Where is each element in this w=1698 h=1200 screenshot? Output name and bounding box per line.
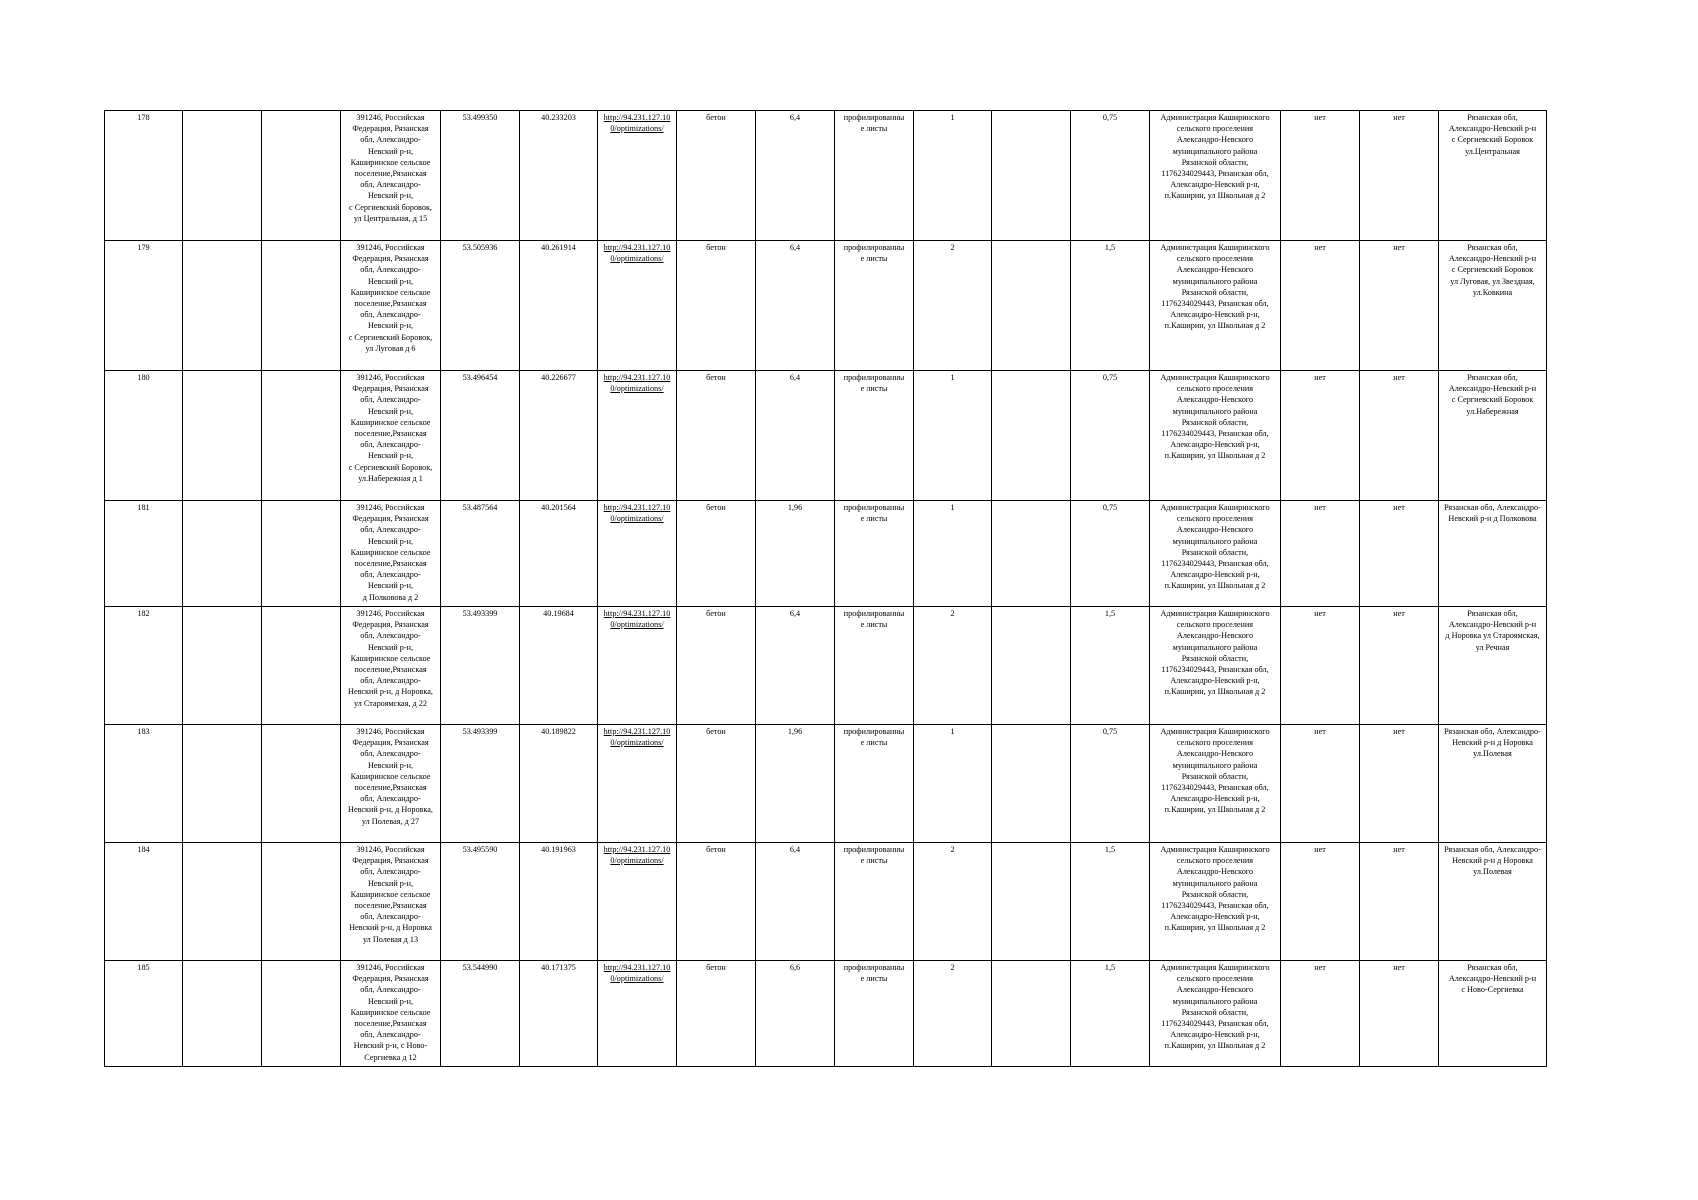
cover-cell: бетон — [677, 607, 756, 725]
container-count-cell: 1 — [914, 725, 992, 843]
fence-cell: профилированны е листы — [835, 501, 914, 607]
table-row — [105, 371, 1547, 501]
row-number-cell: 184 — [105, 843, 183, 961]
separate-collection-cell-2: нет — [1360, 501, 1439, 607]
longitude-cell: 40.189822 — [520, 725, 598, 843]
url-cell — [598, 607, 677, 725]
area-cell: 1,96 — [756, 501, 835, 607]
map-link[interactable]: http://94.231.127.10 0/optimizations/ — [603, 373, 671, 394]
separate-collection-cell: нет — [1281, 241, 1360, 371]
separate-collection-cell: нет — [1281, 501, 1360, 607]
waste-sources-cell: Рязанская обл, Александро-Невский р-н с Ново-Сергиевка — [1439, 961, 1547, 1067]
url-cell — [598, 371, 677, 501]
fence-cell: профилированны е листы — [835, 241, 914, 371]
empty-cell — [992, 843, 1071, 961]
url-cell — [598, 961, 677, 1067]
latitude-cell: 53.496454 — [441, 371, 520, 501]
cover-cell: бетон — [677, 725, 756, 843]
separate-collection-cell-2: нет — [1360, 241, 1439, 371]
cover-cell: бетон — [677, 371, 756, 501]
owner-cell: Администрация Каширинского сельского проселения Александро-Невского муниципального района Рязанской области, 1176234029443, Рязанская обл, Александро-Невский р-н, п.Каширин, ул Школьная д 2 — [1150, 961, 1281, 1067]
container-count-cell: 1 — [914, 501, 992, 607]
cover-cell: бетон — [677, 961, 756, 1067]
map-link[interactable]: http://94.231.127.10 0/optimizations/ — [603, 113, 671, 134]
address-cell: 391246, Российская Федерация, Рязанская обл, Александро- Невский р-н, Каширинское сельское поселение,Рязанская обл, Александро- Невский р-н, с Сергиевский боровок, ул Центральная, д 15 — [341, 111, 441, 241]
table-row — [105, 241, 1547, 371]
separate-collection-cell-2: нет — [1360, 111, 1439, 241]
separate-collection-cell: нет — [1281, 843, 1360, 961]
cover-cell: бетон — [677, 111, 756, 241]
volume-cell: 1,5 — [1071, 607, 1150, 725]
url-cell — [598, 241, 677, 371]
owner-cell: Администрация Каширинского сельского проселения Александро-Невского муниципального района Рязанской области, 1176234029443, Рязанская обл, Александро-Невский р-н, п.Каширин, ул Школьная д 2 — [1150, 843, 1281, 961]
container-count-cell: 2 — [914, 241, 992, 371]
separate-collection-cell: нет — [1281, 725, 1360, 843]
map-link[interactable]: http://94.231.127.10 0/optimizations/ — [603, 727, 671, 748]
table-row — [105, 607, 1547, 725]
table-row — [105, 725, 1547, 843]
owner-cell: Администрация Каширинского сельского проселения Александро-Невского муниципального района Рязанской области, 1176234029443, Рязанская обл, Александро-Невский р-н, п.Каширин, ул Школьная д 2 — [1150, 501, 1281, 607]
row-number-cell: 181 — [105, 501, 183, 607]
empty-cell — [992, 725, 1071, 843]
owner-cell: Администрация Каширинского сельского проселения Александро-Невского муниципального района Рязанской области, 1176234029443, Рязанская обл, Александро-Невский р-н, п.Каширин, ул Школьная д 2 — [1150, 371, 1281, 501]
separate-collection-cell: нет — [1281, 961, 1360, 1067]
map-link[interactable]: http://94.231.127.10 0/optimizations/ — [603, 609, 671, 630]
longitude-cell: 40.171375 — [520, 961, 598, 1067]
empty-cell — [183, 843, 262, 961]
owner-cell: Администрация Каширинского сельского проселения Александро-Невского муниципального района Рязанской области, 1176234029443, Рязанская обл, Александро-Невский р-н, п.Каширин, ул Школьная д 2 — [1150, 725, 1281, 843]
empty-cell — [992, 607, 1071, 725]
row-number-cell: 178 — [105, 111, 183, 241]
empty-cell — [183, 607, 262, 725]
table-row — [105, 843, 1547, 961]
address-cell: 391246, Российская Федерация, Рязанская обл, Александро- Невский р-н, Каширинское сельское поселение,Рязанская обл, Александро- Невский р-н, с Сергиевский Боровок, ул.Набережная д 1 — [341, 371, 441, 501]
longitude-cell: 40.261914 — [520, 241, 598, 371]
address-cell: 391246, Российская Федерация, Рязанская обл, Александро- Невский р-н, Каширинское сельское поселение,Рязанская обл, Александро- Невский р-н, д Норовка, ул Староямская, д 22 — [341, 607, 441, 725]
empty-cell — [262, 725, 341, 843]
fence-cell: профилированны е листы — [835, 961, 914, 1067]
map-link[interactable]: http://94.231.127.10 0/optimizations/ — [603, 963, 671, 984]
map-link[interactable]: http://94.231.127.10 0/optimizations/ — [603, 503, 671, 524]
container-count-cell: 1 — [914, 371, 992, 501]
row-number-cell: 182 — [105, 607, 183, 725]
table-row — [105, 111, 1547, 241]
volume-cell: 0,75 — [1071, 501, 1150, 607]
longitude-cell: 40.19684 — [520, 607, 598, 725]
empty-cell — [183, 961, 262, 1067]
address-cell: 391246, Российская Федерация, Рязанская обл, Александро- Невский р-н, Каширинское сельское поселение,Рязанская обл, Александро- Невский р-н, д Полковова д 2 — [341, 501, 441, 607]
cover-cell: бетон — [677, 501, 756, 607]
url-cell — [598, 843, 677, 961]
table-row — [105, 961, 1547, 1067]
row-number-cell: 180 — [105, 371, 183, 501]
volume-cell: 1,5 — [1071, 241, 1150, 371]
empty-cell — [183, 111, 262, 241]
empty-cell — [183, 371, 262, 501]
volume-cell: 0,75 — [1071, 725, 1150, 843]
waste-sources-cell: Рязанская обл, Александро- Невский р-н д Норовка ул.Полевая — [1439, 843, 1547, 961]
longitude-cell: 40.191963 — [520, 843, 598, 961]
cover-cell: бетон — [677, 843, 756, 961]
fence-cell: профилированны е листы — [835, 607, 914, 725]
longitude-cell: 40.233203 — [520, 111, 598, 241]
volume-cell: 1,5 — [1071, 843, 1150, 961]
registry-table — [104, 110, 1547, 1067]
empty-cell — [262, 843, 341, 961]
volume-cell: 0,75 — [1071, 371, 1150, 501]
separate-collection-cell-2: нет — [1360, 725, 1439, 843]
empty-cell — [992, 111, 1071, 241]
fence-cell: профилированны е листы — [835, 843, 914, 961]
latitude-cell: 53.493399 — [441, 725, 520, 843]
cover-cell: бетон — [677, 241, 756, 371]
latitude-cell: 53.505936 — [441, 241, 520, 371]
empty-cell — [183, 241, 262, 371]
row-number-cell: 185 — [105, 961, 183, 1067]
waste-sources-cell: Рязанская обл, Александро-Невский р-н с Сергиевский Боровок ул.Набережная — [1439, 371, 1547, 501]
area-cell: 6,4 — [756, 371, 835, 501]
area-cell: 6,6 — [756, 961, 835, 1067]
table-row — [105, 501, 1547, 607]
separate-collection-cell-2: нет — [1360, 607, 1439, 725]
empty-cell — [262, 501, 341, 607]
waste-sources-cell: Рязанская обл, Александро- Невский р-н д Полковова — [1439, 501, 1547, 607]
empty-cell — [262, 241, 341, 371]
empty-cell — [992, 241, 1071, 371]
url-cell — [598, 725, 677, 843]
separate-collection-cell: нет — [1281, 607, 1360, 725]
owner-cell: Администрация Каширинского сельского проселения Александро-Невского муниципального района Рязанской области, 1176234029443, Рязанская обл, Александро-Невский р-н, п.Каширин, ул Школьная д 2 — [1150, 111, 1281, 241]
empty-cell — [183, 725, 262, 843]
owner-cell: Администрация Каширинского сельского проселения Александро-Невского муниципального района Рязанской области, 1176234029443, Рязанская обл, Александро-Невский р-н, п.Каширин, ул Школьная д 2 — [1150, 241, 1281, 371]
container-count-cell: 2 — [914, 961, 992, 1067]
fence-cell: профилированны е листы — [835, 725, 914, 843]
latitude-cell: 53.495590 — [441, 843, 520, 961]
map-link[interactable]: http://94.231.127.10 0/optimizations/ — [603, 845, 671, 866]
empty-cell — [183, 501, 262, 607]
empty-cell — [992, 961, 1071, 1067]
row-number-cell: 179 — [105, 241, 183, 371]
separate-collection-cell-2: нет — [1360, 371, 1439, 501]
area-cell: 6,4 — [756, 843, 835, 961]
fence-cell: профилированны е листы — [835, 111, 914, 241]
container-count-cell: 2 — [914, 843, 992, 961]
empty-cell — [992, 371, 1071, 501]
latitude-cell: 53.544990 — [441, 961, 520, 1067]
volume-cell: 1,5 — [1071, 961, 1150, 1067]
waste-sources-cell: Рязанская обл, Александро-Невский р-н с Сергиевский Боровок ул.Центральная — [1439, 111, 1547, 241]
area-cell: 6,4 — [756, 111, 835, 241]
volume-cell: 0,75 — [1071, 111, 1150, 241]
row-number-cell: 183 — [105, 725, 183, 843]
address-cell: 391246, Российская Федерация, Рязанская обл, Александро- Невский р-н, Каширинское сельское поселение,Рязанская обл, Александро- Невский р-н, д Норовка ул Полевая д 13 — [341, 843, 441, 961]
empty-cell — [262, 607, 341, 725]
container-count-cell: 1 — [914, 111, 992, 241]
longitude-cell: 40.226677 — [520, 371, 598, 501]
latitude-cell: 53.499350 — [441, 111, 520, 241]
address-cell: 391246, Российская Федерация, Рязанская обл, Александро- Невский р-н, Каширинское сельское поселение,Рязанская обл, Александро- Невский р-н, с Сергиевский Боровок, ул Луговая д 6 — [341, 241, 441, 371]
longitude-cell: 40.201564 — [520, 501, 598, 607]
waste-sources-cell: Рязанская обл, Александро- Невский р-н д Норовка ул.Полевая — [1439, 725, 1547, 843]
fence-cell: профилированны е листы — [835, 371, 914, 501]
separate-collection-cell-2: нет — [1360, 843, 1439, 961]
area-cell: 6,4 — [756, 607, 835, 725]
area-cell: 6,4 — [756, 241, 835, 371]
waste-sources-cell: Рязанская обл, Александро-Невский р-н д Норовка ул Староямская, ул Речная — [1439, 607, 1547, 725]
url-cell — [598, 501, 677, 607]
separate-collection-cell-2: нет — [1360, 961, 1439, 1067]
empty-cell — [262, 961, 341, 1067]
latitude-cell: 53.493399 — [441, 607, 520, 725]
empty-cell — [262, 371, 341, 501]
area-cell: 1,96 — [756, 725, 835, 843]
separate-collection-cell: нет — [1281, 371, 1360, 501]
address-cell: 391246, Российская Федерация, Рязанская обл, Александро- Невский р-н, Каширинское сельское поселение,Рязанская обл, Александро- Невский р-н, д Норовка, ул Полевая, д 27 — [341, 725, 441, 843]
container-count-cell: 2 — [914, 607, 992, 725]
separate-collection-cell: нет — [1281, 111, 1360, 241]
latitude-cell: 53.487564 — [441, 501, 520, 607]
url-cell — [598, 111, 677, 241]
owner-cell: Администрация Каширинского сельского проселения Александро-Невского муниципального района Рязанской области, 1176234029443, Рязанская обл, Александро-Невский р-н, п.Каширин, ул Школьная д 2 — [1150, 607, 1281, 725]
empty-cell — [992, 501, 1071, 607]
waste-sources-cell: Рязанская обл, Александро-Невский р-н с Сергиевский Боровок ул Луговая, ул Звездная, ул.Ковкина — [1439, 241, 1547, 371]
empty-cell — [262, 111, 341, 241]
address-cell: 391246, Российская Федерация, Рязанская обл, Александро- Невский р-н, Каширинское сельское поселение,Рязанская обл, Александро- Невский р-н, с Ново- Сергиевка д 12 — [341, 961, 441, 1067]
map-link[interactable]: http://94.231.127.10 0/optimizations/ — [603, 243, 671, 264]
